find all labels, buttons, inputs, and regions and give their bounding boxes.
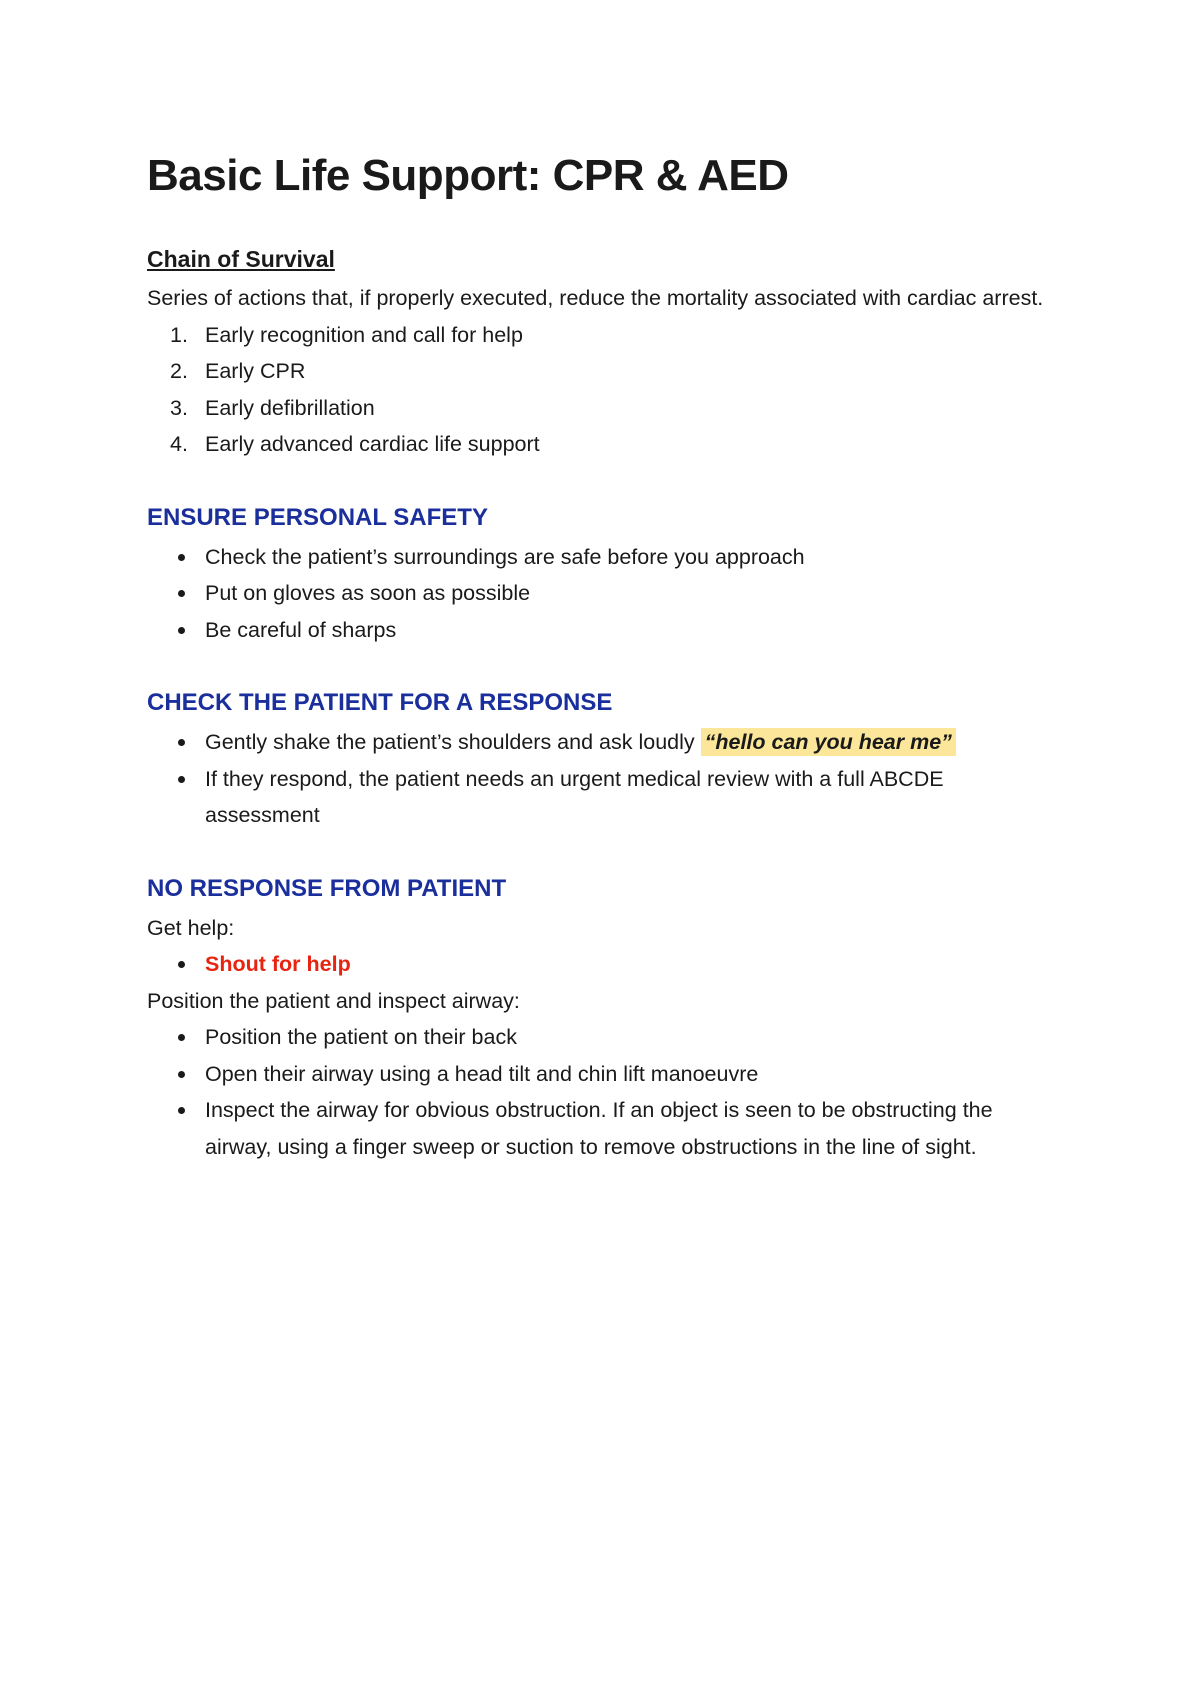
list-item-text: Early recognition and call for help — [205, 322, 523, 347]
no-response-heading: NO RESPONSE FROM PATIENT — [147, 874, 507, 902]
list-item-text: Position the patient on their back — [205, 1025, 517, 1049]
chain-of-survival-section — [147, 244, 1047, 463]
list-item-text: Inspect the airway for obvious obstruction. If an object is seen to be obstructing the airway, using a finger sweep or suction to remove obstructions in the line of sight. — [205, 1098, 993, 1159]
list-item-text: Be careful of sharps — [205, 617, 397, 642]
list-item-text: Early advanced cardiac life support — [205, 432, 540, 456]
list-item — [147, 575, 1047, 612]
list-number: 1. — [170, 322, 188, 347]
bullet-icon — [178, 627, 185, 634]
chain-steps-list — [147, 317, 1047, 463]
list-item — [147, 390, 1047, 427]
page-title: Basic Life Support: CPR & AED — [147, 151, 789, 200]
list-number: 4. — [170, 432, 188, 456]
list-item — [147, 539, 1047, 576]
shout-for-help-text: Shout for help — [205, 952, 351, 976]
get-help-list — [147, 946, 1047, 983]
position-list — [147, 1019, 1047, 1165]
list-number: 3. — [170, 395, 188, 420]
list-item-text: Check the patient’s surroundings are safe before you approach — [205, 544, 805, 569]
list-item-text: Gently shake the patient’s shoulders and ask loudly — [205, 730, 701, 754]
list-item — [147, 1019, 1047, 1056]
check-response-heading: CHECK THE PATIENT FOR A RESPONSE — [147, 689, 613, 716]
list-item — [147, 946, 1047, 983]
bullet-icon — [178, 1071, 185, 1078]
list-item — [147, 761, 1047, 834]
bullet-icon — [178, 1107, 185, 1114]
personal-safety-section — [147, 501, 1047, 649]
list-item — [147, 612, 1047, 649]
list-item — [147, 353, 1047, 390]
list-number: 2. — [170, 359, 188, 383]
list-item-text: Early CPR — [205, 359, 306, 383]
list-item-text: Open their airway using a head tilt and chin lift manoeuvre — [205, 1061, 759, 1086]
bullet-icon — [178, 1034, 185, 1041]
list-item — [147, 426, 1047, 463]
bullet-icon — [178, 776, 185, 783]
list-item — [147, 724, 1047, 761]
chain-of-survival-heading: Chain of Survival — [147, 246, 335, 272]
chain-description: Series of actions that, if properly executed, reduce the mortality associated with cardiac arrest. — [147, 286, 1044, 310]
personal-safety-list — [147, 539, 1047, 649]
no-response-section — [147, 872, 1047, 1166]
list-item — [147, 317, 1047, 354]
bullet-icon — [178, 554, 185, 561]
list-item — [147, 1056, 1047, 1093]
bullet-icon — [178, 961, 185, 968]
bullet-icon — [178, 590, 185, 597]
list-item-text: If they respond, the patient needs an urgent medical review with a full ABCDE assessment — [205, 766, 944, 827]
check-response-section — [147, 686, 1047, 834]
personal-safety-heading: ENSURE PERSONAL SAFETY — [147, 503, 488, 531]
check-response-list — [147, 724, 1047, 834]
get-help-label: Get help: — [147, 915, 235, 940]
list-item — [147, 1092, 1047, 1165]
document-page — [147, 150, 1047, 1165]
position-label: Position the patient and inspect airway: — [147, 988, 520, 1013]
list-item-text: Put on gloves as soon as possible — [205, 581, 531, 605]
list-item-text: Early defibrillation — [205, 395, 375, 420]
bullet-icon — [178, 739, 185, 746]
highlighted-quote: “hello can you hear me” — [701, 728, 956, 756]
